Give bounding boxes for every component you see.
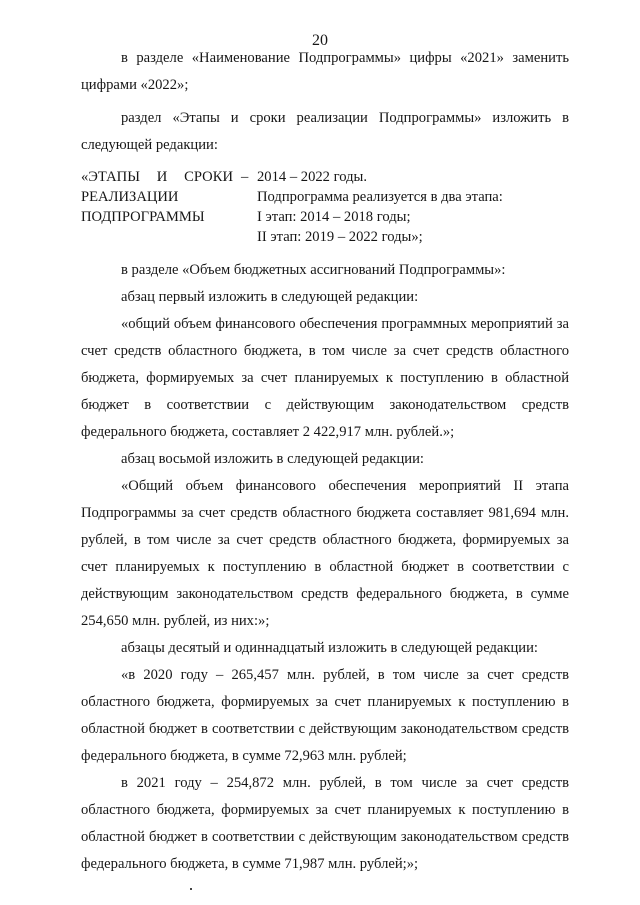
paragraph: в разделе «Наименование Подпрограммы» цифры «2021» заменить цифрами «2022»; xyxy=(81,50,569,93)
page-number: 20 xyxy=(312,32,328,49)
stages-body xyxy=(257,167,569,247)
paragraph: абзацы десятый и одиннадцатый изложить в следующей редакции: xyxy=(121,640,538,656)
paragraph: раздел «Этапы и сроки реализации Подпрограммы» изложить в следующей редакции: xyxy=(81,110,569,153)
scan-speck xyxy=(190,888,192,890)
stages-line: II этап: 2019 – 2022 годы»; xyxy=(257,229,423,245)
paragraph: «общий объем финансового обеспечения программных мероприятий за счет средств областного бюджета, в том числе за счет средств областного бюджета, формируемых за счет планируемых к поступлению в областной бюджет в соответствии с действующим законодательством средств федерального бюджета, составляет 2 422,917 млн. рублей.»; xyxy=(81,316,569,440)
paragraph: абзац восьмой изложить в следующей редакции: xyxy=(121,451,424,467)
stages-line: I этап: 2014 – 2018 годы; xyxy=(257,209,411,225)
stages-label xyxy=(81,167,241,247)
paragraph: в разделе «Объем бюджетных ассигнований Подпрограммы»: xyxy=(121,262,506,278)
stages-label-line: ПОДПРОГРАММЫ xyxy=(81,209,205,225)
stages-label-line: РЕАЛИЗАЦИИ xyxy=(81,189,179,205)
stages-dash: – xyxy=(241,169,249,185)
stages-label-word: «ЭТАПЫ xyxy=(81,169,140,185)
paragraph: в 2021 году – 254,872 млн. рублей, в том числе за счет средств областного бюджета, формируемых за счет планируемых к поступлению в областной бюджет в соответствии с действующим законодательством средств федерального бюджета, в сумме 71,987 млн. рублей;»; xyxy=(81,775,569,872)
stages-label-word: И xyxy=(156,169,168,185)
paragraph: «в 2020 году – 265,457 млн. рублей, в том числе за счет средств областного бюджета, формируемых за счет планируемых к поступлению в областной бюджет в соответствии с действующим законодательством средств федерального бюджета, в сумме 72,963 млн. рублей; xyxy=(81,667,569,764)
document-body xyxy=(81,45,569,878)
stages-line: 2014 – 2022 годы. xyxy=(257,169,367,185)
stages-line: Подпрограмма реализуется в два этапа: xyxy=(257,189,503,205)
stages-label-word: СРОКИ xyxy=(184,169,233,185)
stages-block xyxy=(81,167,569,247)
paragraph: абзац первый изложить в следующей редакции: xyxy=(121,289,419,305)
paragraph: «Общий объем финансового обеспечения мероприятий II этапа Подпрограммы за счет средств областного бюджета составляет 981,694 млн. рублей, в том числе за счет средств областного бюджета, формируемых за счет планируемых к поступлению в областной бюджет в соответствии с действующим законодательством средств федерального бюджета, в сумме 254,650 млн. рублей, из них:»; xyxy=(81,478,569,629)
